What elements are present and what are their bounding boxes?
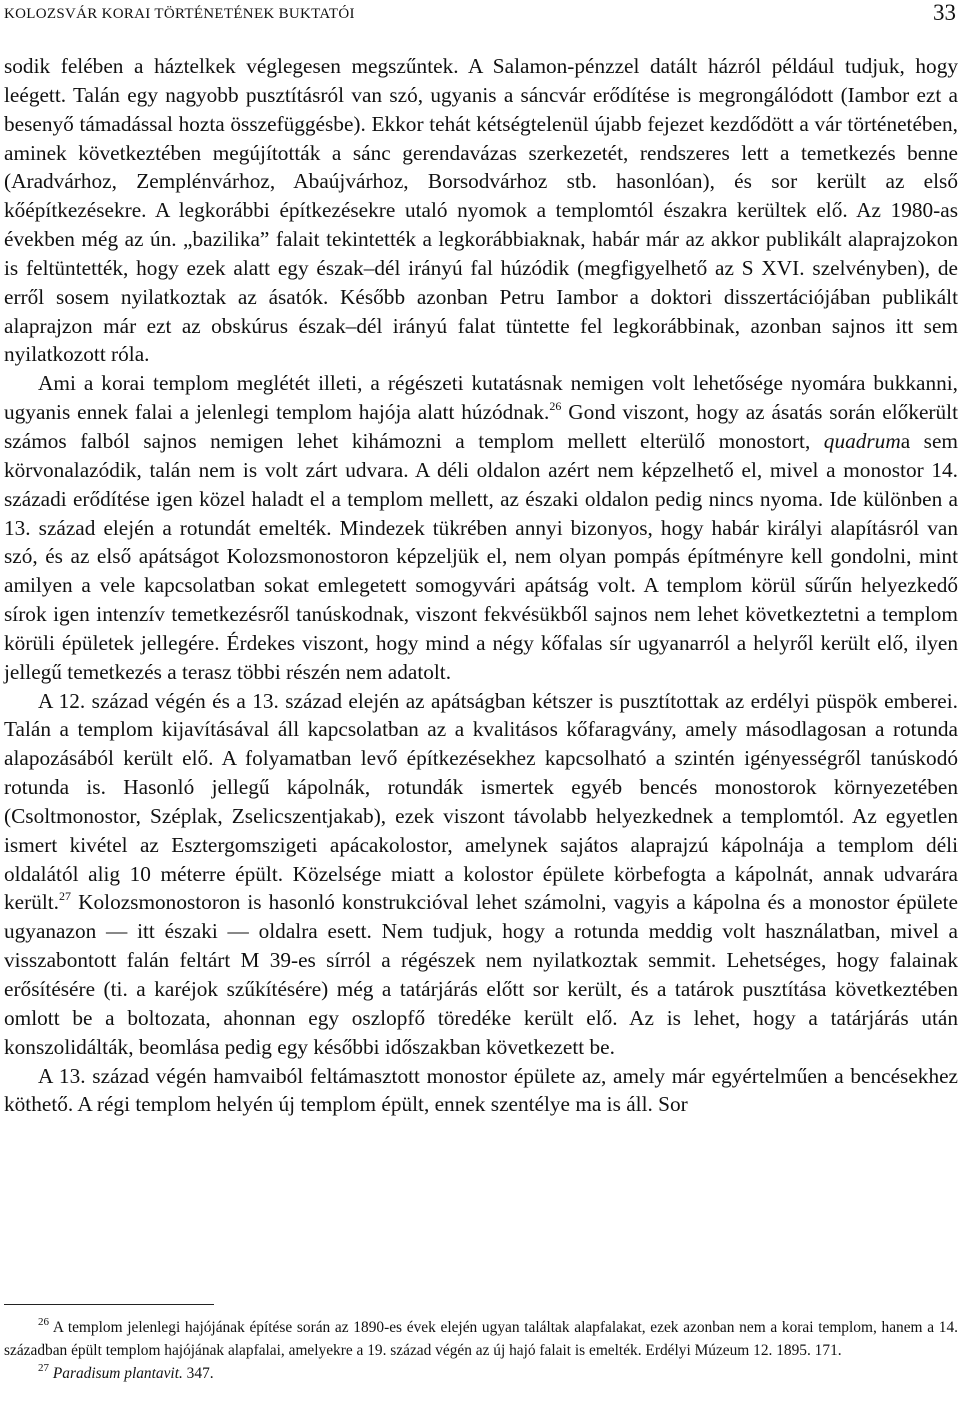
footnotes <box>4 1316 958 1385</box>
paragraph-2-text-a: Ami a korai templom meglétét illeti, a régészeti kutatásnak nemigen volt lehetősége nyomára bukkanni, ugyanis ennek falai a jelenlegi templom hajója alatt húzódnak. <box>4 371 958 425</box>
footnote-divider <box>4 1304 214 1305</box>
paragraph-2 <box>4 369 958 686</box>
paragraph-2-text-c: a sem körvonalazódik, talán nem is volt zárt udvara. A déli oldalon azért nem képzelhető el, mivel a monostor 14. századi erődítése igen közel haladt el a templom mellett, az északi oldalon pedig nincs nyoma. Ide különben a 13. század elején a rotundát emelték. Mindezek tükrében annyi bizonyos, hogy habár királyi alapításról van szó, és az első apátságot Kolozsmonostoron képzeljük el, nem olyan pompás építményre kell gondolni, mint amilyen a vele kapcsolatban sokat emlegetett somogyvári apátság volt. A templom körül sűrűn helyezkedő sírok igen intenzív temetkezésről tanúskodnak, viszont fekvésükből sajnos nem lehet következtetni a templom körüli épületek jellegére. Érdekes viszont, hogy mind a négy kőfalas sír ugyanarról a helyről került elő, ilyen jellegű temetkezés a terasz többi részén nem adatolt. <box>4 428 958 684</box>
footnote-26-text: A templom jelenlegi hajójának építése során az 1890-es évek elején ugyan találtak alapfalakat, ezek azonban nem a korai templom, hanem a 14. században épült templom hajójának alapfalai, amelyekre a 19. század végén az új hajó falait is emelték. Erdélyi Múzeum 12. 1895. 171. <box>4 1319 958 1359</box>
footnote-27-text: 347. <box>182 1365 214 1382</box>
footnote-ref-27: 27 <box>59 889 71 904</box>
paragraph-4-text: A 13. század végén hamvaiból feltámasztott monostor épülete az, amely már egyértelműen a bencésekhez köthető. A régi templom helyén új templom épült, ennek szentélye ma is áll. Sor <box>4 1063 958 1117</box>
footnote-27-mark: 27 <box>38 1362 49 1374</box>
italic-term-quadrum: quadrum <box>823 428 901 453</box>
paragraph-4 <box>4 1062 958 1120</box>
footnote-26 <box>4 1316 958 1362</box>
paragraph-2-text-b: Gond viszont, hogy az ásatás során előkerült számos falból sajnos nemigen lehet kihámozni a templom mellett elterülő monostort, <box>4 400 958 453</box>
body-text <box>4 52 958 1119</box>
running-title: KOLOZSVÁR KORAI TÖRTÉNETÉNEK BUKTATÓI <box>4 6 355 22</box>
paragraph-3 <box>4 687 958 1062</box>
footnote-27 <box>4 1362 958 1385</box>
footnote-ref-26: 26 <box>549 399 562 414</box>
paragraph-1-text: sodik felében a háztelkek véglegesen megszűntek. A Salamon-pénzzel datált házról például tudjuk, hogy leégett. Talán egy nagyobb pusztításról van szó, ugyanis a sáncvár erődítése is megrongálódott (Iambor ezt a besenyő támadással hozta összefüggésbe). Ekkor tehát kétségtelenül újabb fejezet kezdődött a vár történetében, aminek következtében megújították a sánc gerendavázas szerkezetét, rendszeres lett a temetkezés benne (Aradvárhoz, Zemplénvárhoz, Abaújvárhoz, Borsodvárhoz stb. hasonlóan), és sor került az első kőépítkezésekre. A legkorábbi építkezésekre utaló nyomok a templomtól északra kerültek elő. Az 1980-as években még az ún. „bazilika” falait tekintették a legkorábbiaknak, habár már az akkor publikált alaprajzokon is feltüntették, hogy ezek alatt egy észak–dél irányú fal húzódik (megfigyelhető az S XVI. szelvényben), de erről sosem nyilatkoztak az ásatók. Később azonban Petru Iambor a doktori disszertációjában publikált alaprajzon már ezt az obskúrus észak–dél irányú falat tüntette fel legkorábbinak, azonban sajnos itt sem nyilatkozott róla. <box>4 54 958 367</box>
paragraph-1 <box>4 52 958 369</box>
paragraph-3-text-a: A 12. század végén és a 13. század elején az apátságban kétszer is pusztítottak az erdélyi püspök emberei. Talán a templom kijavításával áll kapcsolatban az a kvalitásos kőfaragvány, amely másodlagosan a rotunda alapozásából került elő. A folyamatban levő építkezésekhez kapcsolható a szintén igényességről tanúskodó rotunda is. Hasonló jellegű kápolnák, rotundák ismertek egyéb bencés monostorok környezetében (Csoltmonostor, Széplak, Zselicszentjakab), ezek viszont távolabb helyezkednek a templomtól. Az egyetlen ismert kivétel az Esztergomszigeti apácakolostor, amelynek sajátos alaprajzú kápolnája a templom déli oldalától alig 10 méterre épült. Közelsége miatt a kolostor épülete körbefogta a kápolnát, annak udvarára került. <box>4 688 958 915</box>
page-header <box>4 0 956 25</box>
paragraph-3-text-b: Kolozsmonostoron is hasonló konstrukcióval lehet számolni, vagyis a kápolna és a monostor épülete ugyanazon — itt északi — oldalra esett. Nem tudjuk, hogy a rotunda meddig volt használatban, mivel a visszabontott falán feltárt M 39-es sírról a régészek nem nyilatkoztak semmit. Lehetséges, hogy falainak erősítésére (ti. a karéjok szűkítésére) még a tatárjárás előtt sor került, és a tatárok pusztítása következtében omlott be a boltozata, ahonnan egy oszlopfő töredéke került elő. Az is lehet, hogy a tatárjárás után konszolidálták, beomlása pedig egy későbbi időszakban következett be. <box>4 890 958 1059</box>
footnote-26-mark: 26 <box>38 1316 49 1328</box>
footnote-27-italic-title: Paradisum plantavit. <box>52 1365 183 1382</box>
page-number: 33 <box>933 0 956 25</box>
